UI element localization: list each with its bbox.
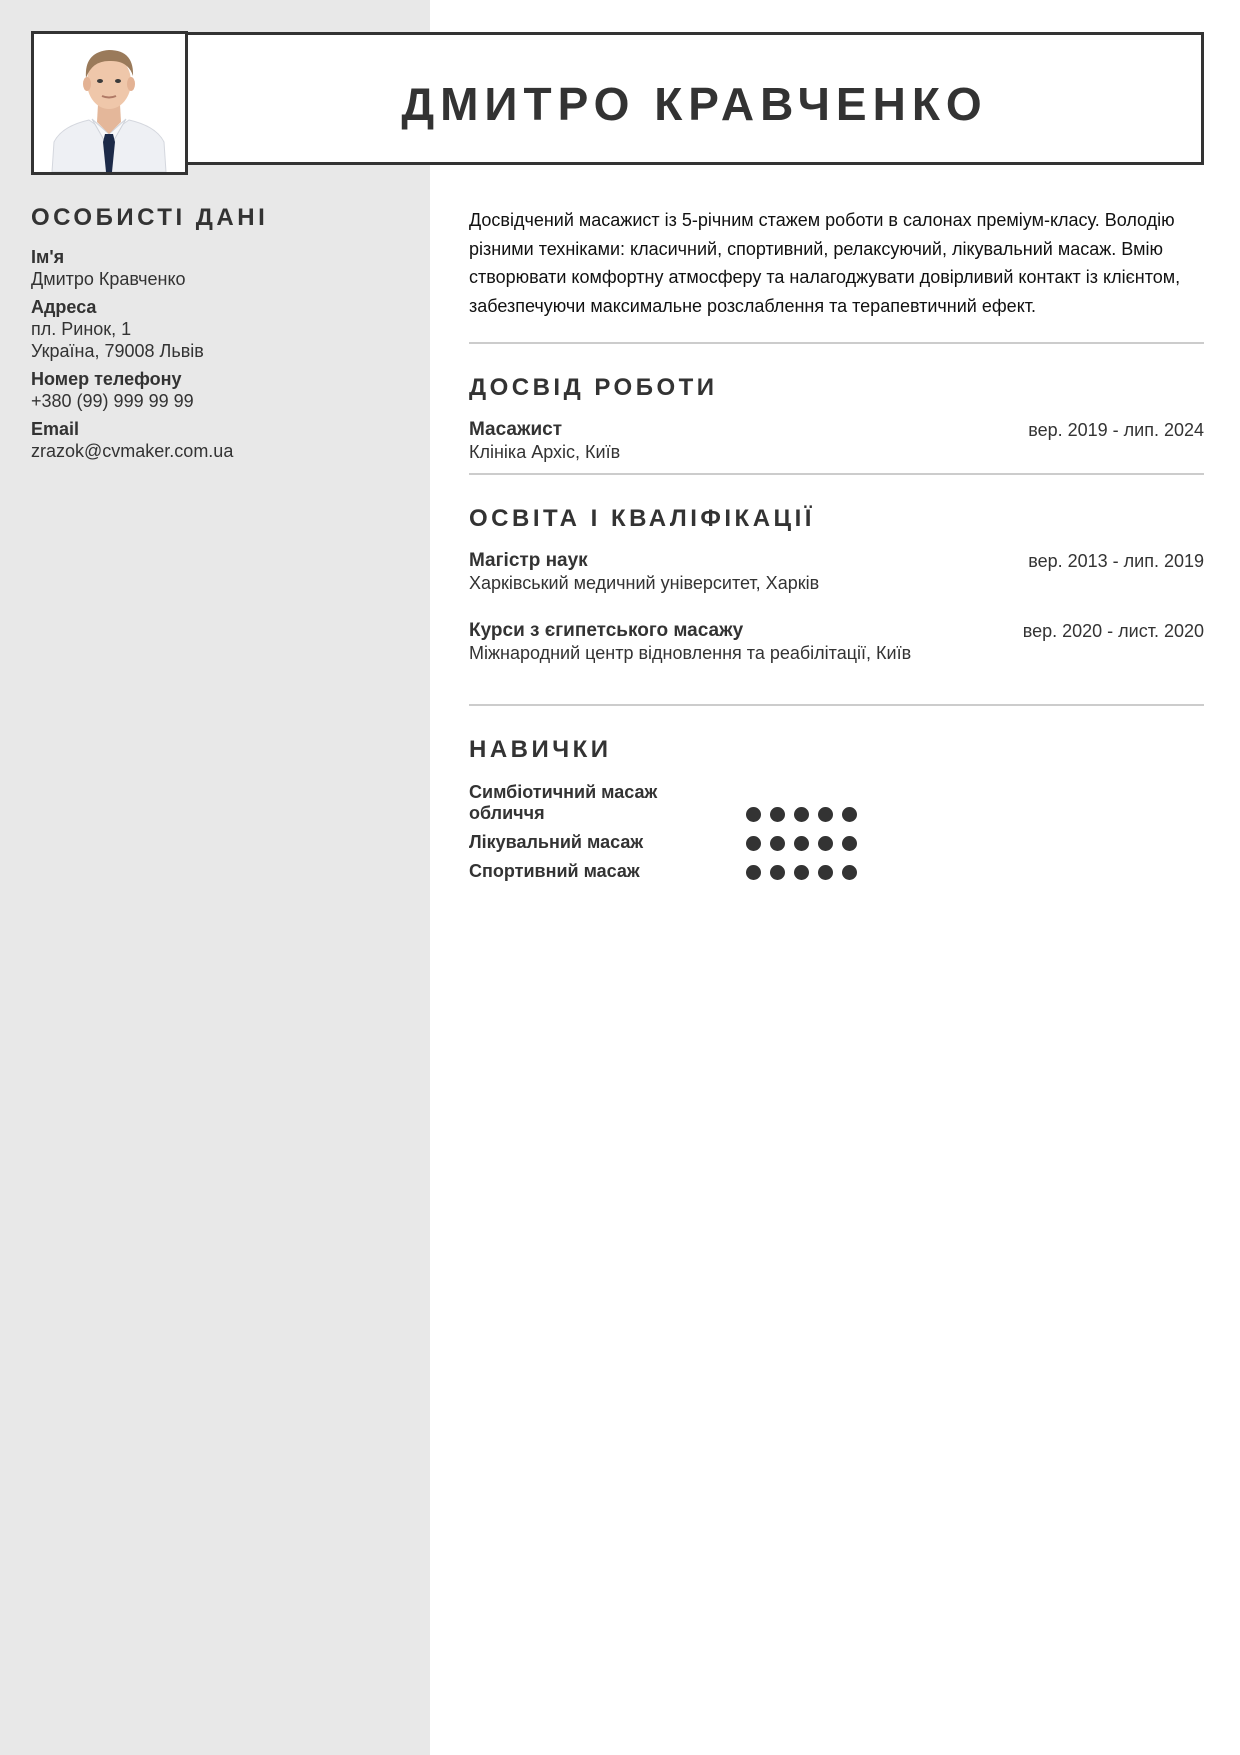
experience-entry xyxy=(469,419,1204,463)
rating-dot xyxy=(818,836,833,851)
rating-dot xyxy=(818,807,833,822)
skills-title: НАВИЧКИ xyxy=(469,736,612,763)
education-entry xyxy=(469,550,1204,594)
rating-dot xyxy=(842,807,857,822)
rating-dot xyxy=(746,865,761,880)
field-email xyxy=(31,418,411,462)
candidate-name: ДМИТРО КРАВЧЕНКО xyxy=(401,78,988,130)
entry-place: Клініка Архіс, Київ xyxy=(469,442,621,462)
field-name xyxy=(31,246,411,290)
rating-dot xyxy=(842,836,857,851)
skill-name: Симбіотичний масаж обличчя xyxy=(469,782,658,823)
skills-list xyxy=(469,782,1204,882)
entry-role: Курси з єгипетського масажу xyxy=(469,620,744,641)
rating-dot xyxy=(842,865,857,880)
rating-dot xyxy=(794,865,809,880)
field-label: Ім'я xyxy=(31,247,65,267)
rating-dot xyxy=(770,836,785,851)
field-phone xyxy=(31,368,411,412)
skill-rating xyxy=(746,865,857,882)
rating-dot xyxy=(794,836,809,851)
field-value: +380 (99) 999 99 99 xyxy=(31,391,194,411)
rating-dot xyxy=(794,807,809,822)
education-title: ОСВІТА І КВАЛІФІКАЦІЇ xyxy=(469,505,815,532)
section-divider xyxy=(469,342,1204,344)
field-value: zrazok@cvmaker.com.ua xyxy=(31,441,234,461)
entry-role: Масажист xyxy=(469,419,563,440)
field-label: Адреса xyxy=(31,297,97,317)
field-value: Україна, 79008 Львів xyxy=(31,341,204,361)
entry-role: Магістр наук xyxy=(469,550,588,571)
main-content xyxy=(469,206,1204,882)
profile-photo xyxy=(31,31,188,175)
skill-name: Лікувальний масаж xyxy=(469,832,644,852)
personal-details-title: ОСОБИСТІ ДАНІ xyxy=(31,204,269,231)
section-divider xyxy=(469,473,1204,475)
entry-place: Міжнародний центр відновлення та реабілітації, Київ xyxy=(469,643,912,663)
entry-dates: вер. 2020 - лист. 2020 xyxy=(1022,621,1204,641)
field-label: Номер телефону xyxy=(31,369,182,389)
rating-dot xyxy=(746,807,761,822)
rating-dot xyxy=(818,865,833,880)
personal-details-section xyxy=(31,204,411,462)
field-label: Email xyxy=(31,419,80,439)
field-address xyxy=(31,296,411,362)
skill-row xyxy=(469,832,1204,853)
person-portrait-icon xyxy=(34,34,185,172)
section-divider xyxy=(469,704,1204,706)
skill-name: Спортивний масаж xyxy=(469,861,640,881)
header-banner xyxy=(185,32,1204,165)
experience-title: ДОСВІД РОБОТИ xyxy=(469,374,718,401)
skill-row xyxy=(469,782,1204,824)
skill-rating xyxy=(746,836,857,853)
rating-dot xyxy=(746,836,761,851)
education-entry xyxy=(469,620,1204,664)
entry-place: Харківський медичний університет, Харків xyxy=(469,573,820,593)
profile-summary: Досвідчений масажист із 5-річним стажем роботи в салонах преміум-класу. Володію різними техніками: класичний, спортивний, релаксуючий, лікувальний масаж. Вмію створювати комфортну атмосферу та налагоджувати довірливий контакт із клієнтом, забезпечуючи максимальне розслаблення та терапевтичний ефект. xyxy=(469,210,1181,316)
rating-dot xyxy=(770,865,785,880)
skill-row xyxy=(469,861,1204,882)
field-value: пл. Ринок, 1 xyxy=(31,319,132,339)
entry-dates: вер. 2019 - лип. 2024 xyxy=(1028,420,1204,440)
rating-dot xyxy=(770,807,785,822)
skill-rating xyxy=(746,807,857,824)
entry-dates: вер. 2013 - лип. 2019 xyxy=(1028,551,1204,571)
field-value: Дмитро Кравченко xyxy=(31,269,186,289)
